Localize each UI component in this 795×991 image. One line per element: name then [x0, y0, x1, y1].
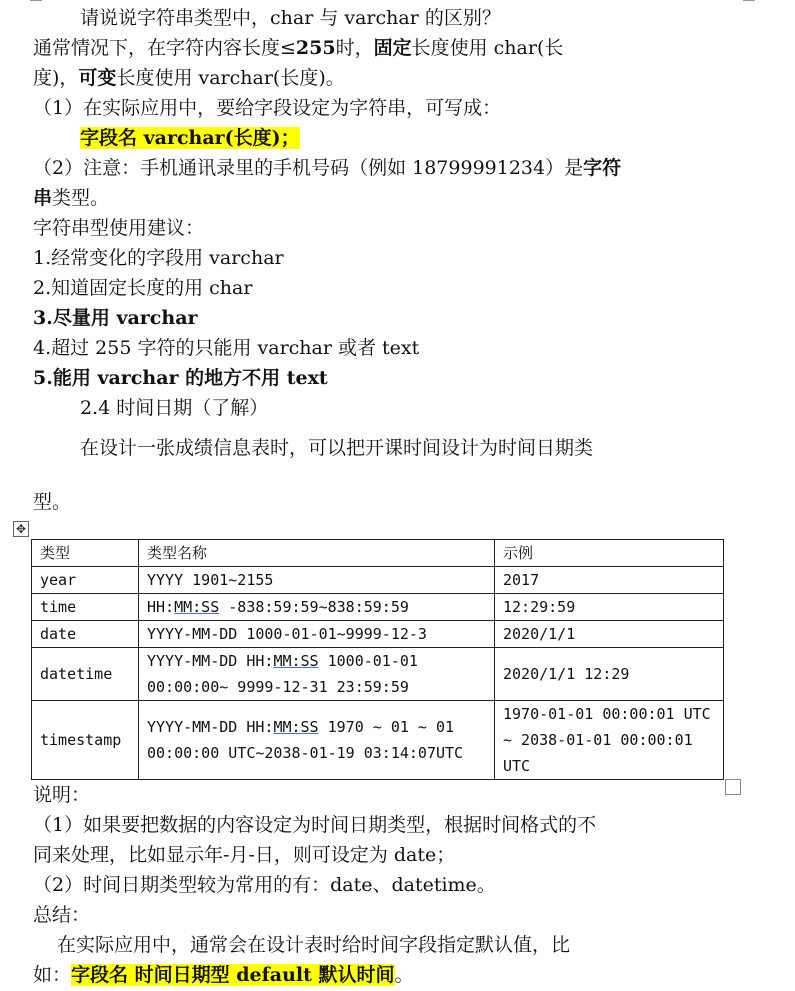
example-cell: 1970-01-01 00:00:01 UTC ~ 2038-01-01 00:00:01 UTC [495, 701, 724, 780]
type-cell: date [32, 621, 139, 648]
type-cell: timestamp [32, 701, 139, 780]
paragraph-line: 同来处理，比如显示年-月-日，则可设定为 date； [33, 844, 456, 866]
paragraph-line: （2）时间日期类型较为常用的有：date、datetime。 [33, 874, 496, 896]
table-row [32, 701, 724, 780]
example-cell: 12:29:59 [495, 594, 724, 621]
table-row [32, 567, 724, 594]
date-types-table [31, 539, 724, 780]
header-cell: 类型名称 [139, 540, 495, 567]
paragraph-line: 字符串型使用建议： [33, 217, 205, 239]
paragraph-line: 型。 [33, 491, 72, 513]
paragraph-line: （1）在实际应用中，要给字段设定为字符串，可写成： [33, 97, 502, 119]
table-resize-handle[interactable] [725, 779, 741, 795]
type-cell: datetime [32, 648, 139, 701]
page-corner-mark [743, 0, 755, 3]
type-cell: time [32, 594, 139, 621]
paragraph-line: 在实际应用中，通常会在设计表时给时间字段指定默认值，比 [57, 934, 571, 956]
paragraph-line: 说明： [33, 784, 91, 806]
list-item: 3.尽量用 varchar [33, 307, 198, 329]
type-name-cell: YYYY-MM-DD HH:MM:SS 1970 ~ 01 ~ 01 00:00:00 UTC~2038-01-19 03:14:07UTC [139, 701, 495, 780]
example-cell: 2017 [495, 567, 724, 594]
section-heading: 2.4 时间日期（了解） [80, 397, 269, 419]
table-row [32, 648, 724, 701]
example-cell: 2020/1/1 12:29 [495, 648, 724, 701]
header-cell: 示例 [495, 540, 724, 567]
table-move-icon[interactable]: ✥ [13, 521, 29, 537]
table-row [32, 594, 724, 621]
page-corner-mark [30, 0, 42, 3]
paragraph-line: （2）注意：手机通讯录里的手机号码（例如 18799991234）是字符 [33, 157, 622, 179]
question-line: 请说说字符串类型中，char 与 varchar 的区别？ [80, 7, 501, 29]
list-item: 1.经常变化的字段用 varchar [33, 247, 284, 269]
paragraph-line: 如：字段名 时间日期型 default 默认时间。 [33, 964, 414, 986]
paragraph-line: 在设计一张成绩信息表时，可以把开课时间设计为时间日期类 [80, 437, 594, 459]
type-name-cell: YYYY 1901~2155 [139, 567, 495, 594]
table-row [32, 621, 724, 648]
paragraph-line: 度)，可变长度使用 varchar(长度)。 [33, 67, 345, 89]
list-item: 5.能用 varchar 的地方不用 text [33, 367, 328, 389]
type-name-cell: HH:MM:SS -838:59:59~838:59:59 [139, 594, 495, 621]
paragraph-line: 总结： [33, 904, 91, 926]
table-header-row [32, 540, 724, 567]
list-item: 2.知道固定长度的用 char [33, 277, 253, 299]
paragraph-line: （1）如果要把数据的内容设定为时间日期类型，根据时间格式的不 [33, 814, 597, 836]
paragraph-line: 串类型。 [33, 187, 110, 209]
type-name-cell: YYYY-MM-DD 1000-01-01~9999-12-3 [139, 621, 495, 648]
header-cell: 类型 [32, 540, 139, 567]
example-cell: 2020/1/1 [495, 621, 724, 648]
type-cell: year [32, 567, 139, 594]
paragraph-line: 通常情况下，在字符内容长度≤255时，固定长度使用 char(长 [33, 37, 564, 59]
list-item: 4.超过 255 字符的只能用 varchar 或者 text [33, 337, 420, 359]
type-name-cell: YYYY-MM-DD HH:MM:SS 1000-01-01 00:00:00~ 9999-12-31 23:59:59 [139, 648, 495, 701]
highlighted-code: 字段名 varchar(长度)； [80, 127, 300, 149]
